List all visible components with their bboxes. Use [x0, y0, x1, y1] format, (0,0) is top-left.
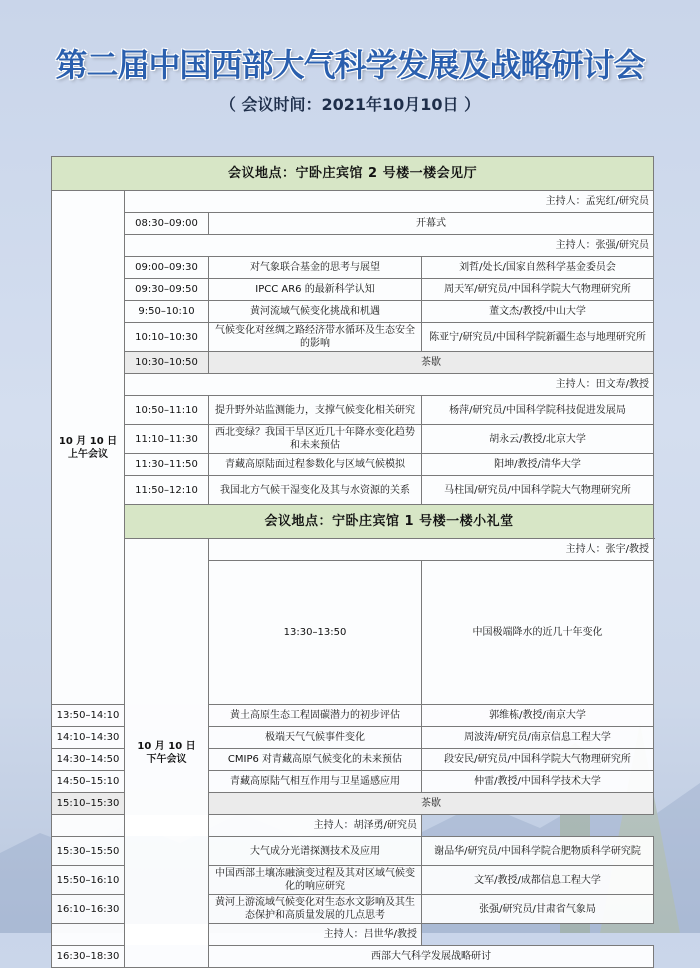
- meeting-date: （ 会议时间：2021年10月10日 ）: [219, 95, 481, 114]
- time-cell: 10:30–10:50: [125, 352, 209, 374]
- time-cell: 9:50–10:10: [125, 301, 209, 323]
- time-cell: 16:30–18:30: [52, 946, 125, 968]
- speaker-cell: 周波涛/研究员/南京信息工程大学: [422, 727, 654, 749]
- speaker-cell: 胡永云/教授/北京大学: [422, 425, 654, 454]
- venue-morning: 会议地点：宁卧庄宾馆 2 号楼一楼会见厅: [52, 157, 654, 191]
- session-label: 上午会议: [68, 448, 108, 460]
- table-row: [52, 815, 654, 837]
- time-cell: 10:50–11:10: [125, 396, 209, 425]
- page-title: 第二届中国西部大气科学发展及战略研讨会: [55, 46, 645, 84]
- topic-cell: 提升野外站监测能力，支撑气候变化相关研究: [209, 396, 422, 425]
- speaker-cell: 杨萍/研究员/中国科学院科技促进发展局: [422, 396, 654, 425]
- topic-cell: 气候变化对丝绸之路经济带水循环及生态安全的影响: [209, 323, 422, 352]
- schedule-table: [51, 156, 654, 968]
- table-row: [52, 323, 654, 352]
- venue-row-afternoon: [52, 505, 654, 539]
- speaker-cell: 仲雷/教授/中国科学技术大学: [422, 771, 654, 793]
- speaker-cell: 陈亚宁/研究员/中国科学院新疆生态与地理研究所: [422, 323, 654, 352]
- session-morning: [52, 191, 125, 705]
- topic-cell: 大气成分光谱探测技术及应用: [209, 837, 422, 866]
- host-row: 主持人：胡泽勇/研究员: [52, 815, 422, 837]
- time-cell: 13:30–13:50: [209, 561, 422, 705]
- table-row: [52, 924, 654, 946]
- topic-cell: IPCC AR6 的最新科学认知: [209, 279, 422, 301]
- topic-cell: CMIP6 对青藏高原气候变化的未来预估: [209, 749, 422, 771]
- speaker-cell: 谢品华/研究员/中国科学院合肥物质科学研究院: [422, 837, 654, 866]
- topic-cell: 黄土高原生态工程固碳潜力的初步评估: [209, 705, 422, 727]
- time-cell: 16:10–16:30: [52, 895, 125, 924]
- time-cell: 09:00–09:30: [125, 257, 209, 279]
- time-cell: 09:30–09:50: [125, 279, 209, 301]
- session-afternoon: [125, 539, 209, 968]
- table-row: [52, 301, 654, 323]
- topic-cell: 青藏高原陆面过程参数化与区域气候模拟: [209, 454, 422, 476]
- time-cell: 14:10–14:30: [52, 727, 125, 749]
- session-date: 10 月 10 日: [137, 741, 196, 752]
- host-row: 主持人：田文寿/教授: [125, 374, 654, 396]
- table-row: [52, 257, 654, 279]
- host-row: 主持人：吕世华/教授: [52, 924, 422, 946]
- topic-cell: 青藏高原陆气相互作用与卫星遥感应用: [209, 771, 422, 793]
- table-row: [52, 454, 654, 476]
- time-cell: 14:30–14:50: [52, 749, 125, 771]
- opening-ceremony: 开幕式: [209, 213, 654, 235]
- time-cell: 11:10–11:30: [125, 425, 209, 454]
- venue-row-morning: [52, 157, 654, 191]
- speaker-cell: 刘哲/处长/国家自然科学基金委员会: [422, 257, 654, 279]
- speaker-cell: 周天军/研究员/中国科学院大气物理研究所: [422, 279, 654, 301]
- topic-cell: 中国极端降水的近几十年变化: [422, 561, 654, 705]
- table-row: [52, 191, 654, 213]
- time-cell: 14:50–15:10: [52, 771, 125, 793]
- time-cell: 11:30–11:50: [125, 454, 209, 476]
- speaker-cell: 文军/教授/成都信息工程大学: [422, 866, 654, 895]
- host-row: 主持人：张宇/教授: [209, 539, 654, 561]
- table-row: [52, 279, 654, 301]
- speaker-cell: 张强/研究员/甘肃省气象局: [422, 895, 654, 924]
- time-cell: 08:30–09:00: [125, 213, 209, 235]
- session-date: 10 月 10 日: [58, 435, 118, 447]
- table-row: [52, 352, 654, 374]
- host-row: 主持人：孟宪红/研究员: [125, 191, 654, 213]
- table-row: [52, 476, 654, 505]
- time-cell: 11:50–12:10: [125, 476, 209, 505]
- table-row: [52, 213, 654, 235]
- topic-cell: 西北变绿？我国干旱区近几十年降水变化趋势和未来预估: [209, 425, 422, 454]
- time-cell: 13:50–14:10: [52, 705, 125, 727]
- speaker-cell: 郭维栋/教授/南京大学: [422, 705, 654, 727]
- speaker-cell: 马柱国/研究员/中国科学院大气物理研究所: [422, 476, 654, 505]
- topic-cell: 中国西部土壤冻融演变过程及其对区域气候变化的响应研究: [209, 866, 422, 895]
- topic-cell: 我国北方气候干湿变化及其与水资源的关系: [209, 476, 422, 505]
- time-cell: 15:50–16:10: [52, 866, 125, 895]
- speaker-cell: 阳坤/教授/清华大学: [422, 454, 654, 476]
- table-row: [52, 374, 654, 396]
- table-row: [52, 539, 654, 561]
- table-row: [52, 396, 654, 425]
- speaker-cell: 段安民/研究员/中国科学院大气物理研究所: [422, 749, 654, 771]
- session-label: 下午会议: [146, 754, 187, 765]
- venue-afternoon: 会议地点：宁卧庄宾馆 1 号楼一楼小礼堂: [125, 505, 654, 539]
- topic-cell: 对气象联合基金的思考与展望: [209, 257, 422, 279]
- table-row: [52, 235, 654, 257]
- topic-cell: 极端天气气候事件变化: [209, 727, 422, 749]
- closing-seminar: 西部大气科学发展战略研讨: [209, 946, 654, 968]
- topic-cell: 黄河上游流域气候变化对生态水文影响及其生态保护和高质量发展的几点思考: [209, 895, 422, 924]
- table-row: [52, 425, 654, 454]
- time-cell: 15:10–15:30: [52, 793, 125, 815]
- host-row: 主持人：张强/研究员: [125, 235, 654, 257]
- tea-break: 茶歇: [209, 352, 654, 374]
- time-cell: 15:30–15:50: [52, 837, 125, 866]
- speaker-cell: 董文杰/教授/中山大学: [422, 301, 654, 323]
- topic-cell: 黄河流域气候变化挑战和机遇: [209, 301, 422, 323]
- time-cell: 10:10–10:30: [125, 323, 209, 352]
- tea-break: 茶歇: [209, 793, 654, 815]
